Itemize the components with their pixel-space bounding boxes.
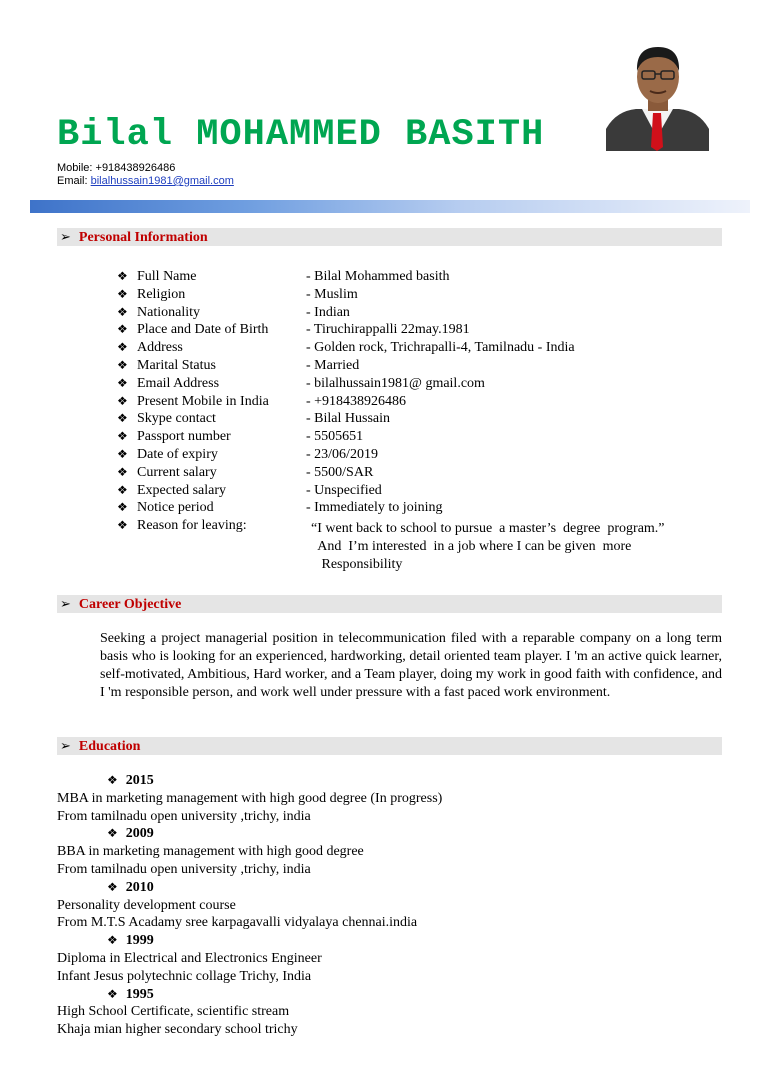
education-line: Personality development course: [57, 897, 236, 913]
diamond-bullet-icon: ❖: [117, 411, 128, 426]
diamond-bullet-icon: ❖: [117, 446, 128, 461]
info-row: [117, 517, 307, 535]
mobile-line: Mobile: +918438926486: [57, 162, 176, 174]
diamond-bullet-icon: ❖: [107, 879, 118, 894]
info-label: Current salary: [137, 464, 217, 480]
diamond-bullet-icon: ❖: [117, 375, 128, 390]
arrow-bullet-icon: ➢: [60, 229, 71, 244]
info-label: Full Name: [137, 269, 197, 284]
header-divider-band: [30, 200, 750, 213]
info-value: - 5505651: [306, 429, 364, 445]
info-row: [117, 357, 360, 375]
info-label: Passport number: [137, 429, 231, 445]
reason-for-leaving-text: [311, 520, 665, 574]
info-row: [117, 464, 374, 482]
diamond-bullet-icon: ❖: [117, 286, 128, 301]
reason-line: Responsibility: [311, 557, 403, 572]
person-photo-icon: [606, 37, 709, 151]
info-value: - Bilal Mohammed basith: [306, 269, 450, 284]
year-text: 2015: [125, 773, 154, 788]
education-list: [57, 772, 442, 1039]
info-label: Skype contact: [137, 411, 216, 427]
info-row: [117, 428, 364, 446]
section-title: Education: [78, 739, 141, 754]
info-label: Present Mobile in India: [137, 393, 269, 409]
education-year: [57, 772, 442, 790]
info-row: [117, 410, 390, 428]
arrow-bullet-icon: ➢: [60, 738, 71, 753]
diamond-bullet-icon: ❖: [117, 500, 128, 515]
education-line: From M.T.S Acadamy sree karpagavalli vidyalaya chennai.india: [57, 915, 418, 931]
info-row: [117, 268, 450, 286]
info-value: - bilalhussain1981@ gmail.com: [306, 375, 485, 391]
arrow-bullet-icon: ➢: [60, 596, 71, 611]
career-objective-text: Seeking a project managerial position in telecommunication filed with a reparable company on a long term basis who is looking for an experienced, hardworking, detail oriented team player. I 'm an active quick learner, self-motivated, Ambitious, Hard worker, and a Team player, doing my work in good faith with confidence, and I 'm responsible person, and work well under pressure with a fast paced work environment.: [100, 631, 722, 700]
section-title: Personal Information: [78, 230, 208, 245]
reason-line: And I’m interested in a job where I can be given more: [311, 539, 632, 554]
info-label: Address: [137, 340, 183, 356]
diamond-bullet-icon: ❖: [107, 933, 118, 948]
education-line: From tamilnadu open university ,trichy, india: [57, 808, 311, 824]
diamond-bullet-icon: ❖: [117, 322, 128, 337]
diamond-bullet-icon: ❖: [117, 482, 128, 497]
info-label: Expected salary: [137, 482, 227, 498]
education-line: Diploma in Electrical and Electronics Engineer: [57, 950, 322, 966]
diamond-bullet-icon: ❖: [117, 357, 128, 372]
profile-photo: [606, 37, 709, 151]
education-line: Infant Jesus polytechnic collage Trichy, India: [57, 968, 312, 984]
info-row: [117, 446, 378, 464]
info-row: [117, 304, 350, 322]
year-text: 2010: [125, 879, 154, 895]
education-line: BBA in marketing management with high good degree: [57, 844, 364, 860]
reason-line: “I went back to school to pursue a master’s degree program.”: [311, 521, 665, 536]
info-label: Reason for leaving:: [137, 518, 247, 534]
info-row: [117, 482, 382, 500]
info-row: [117, 339, 575, 357]
info-value: - 23/06/2019: [306, 446, 378, 462]
diamond-bullet-icon: ❖: [107, 986, 118, 1001]
email-label: Email:: [57, 175, 91, 187]
diamond-bullet-icon: ❖: [117, 429, 128, 444]
education-year: [57, 825, 442, 843]
info-value: - Immediately to joining: [306, 500, 443, 516]
education-year: [57, 879, 442, 897]
info-value: - Tiruchirappalli 22may.1981: [306, 322, 470, 338]
info-value: - Married: [306, 357, 360, 373]
diamond-bullet-icon: ❖: [117, 518, 128, 533]
info-value: - Golden rock, Trichrapalli-4, Tamilnadu - India: [306, 340, 575, 356]
education-year: [57, 932, 442, 950]
info-value: - +918438926486: [306, 393, 407, 409]
year-text: 2009: [125, 826, 154, 842]
diamond-bullet-icon: ❖: [117, 269, 128, 283]
email-line: [57, 175, 234, 187]
year-text: 1995: [125, 986, 154, 1002]
diamond-bullet-icon: ❖: [117, 340, 128, 355]
diamond-bullet-icon: ❖: [107, 773, 118, 787]
section-career-objective: [57, 595, 722, 613]
info-label: Date of expiry: [137, 446, 218, 462]
diamond-bullet-icon: ❖: [107, 826, 118, 841]
info-label: Email Address: [137, 375, 220, 391]
info-value: - Unspecified: [306, 482, 382, 498]
info-label: Marital Status: [137, 357, 216, 373]
candidate-name: Bilal MOHAMMED BASITH: [57, 114, 545, 156]
info-value: - Indian: [306, 304, 350, 320]
info-value: - Bilal Hussain: [306, 411, 390, 427]
section-title: Career Objective: [78, 597, 182, 612]
info-label: Nationality: [137, 304, 200, 320]
education-line: High School Certificate, scientific stream: [57, 1004, 290, 1020]
diamond-bullet-icon: ❖: [117, 304, 128, 319]
info-row: [117, 321, 470, 339]
info-label: Religion: [137, 286, 186, 302]
info-row: [117, 375, 485, 393]
info-label: Notice period: [137, 500, 214, 516]
education-year: [57, 986, 442, 1004]
info-value: - 5500/SAR: [306, 464, 374, 480]
section-education: [57, 737, 722, 755]
education-line: Khaja mian higher secondary school trichy: [57, 1022, 298, 1038]
info-row: [117, 499, 443, 517]
info-row: [117, 286, 358, 304]
info-row: [117, 393, 407, 411]
diamond-bullet-icon: ❖: [117, 464, 128, 479]
section-personal-information: [57, 228, 722, 246]
info-label: Place and Date of Birth: [137, 322, 269, 338]
info-value: - Muslim: [306, 286, 358, 302]
email-link[interactable]: bilalhussain1981@gmail.com: [90, 175, 234, 187]
year-text: 1999: [125, 933, 154, 949]
education-line: From tamilnadu open university ,trichy, india: [57, 861, 311, 877]
diamond-bullet-icon: ❖: [117, 393, 128, 408]
education-line: MBA in marketing management with high good degree (In progress): [57, 790, 443, 806]
